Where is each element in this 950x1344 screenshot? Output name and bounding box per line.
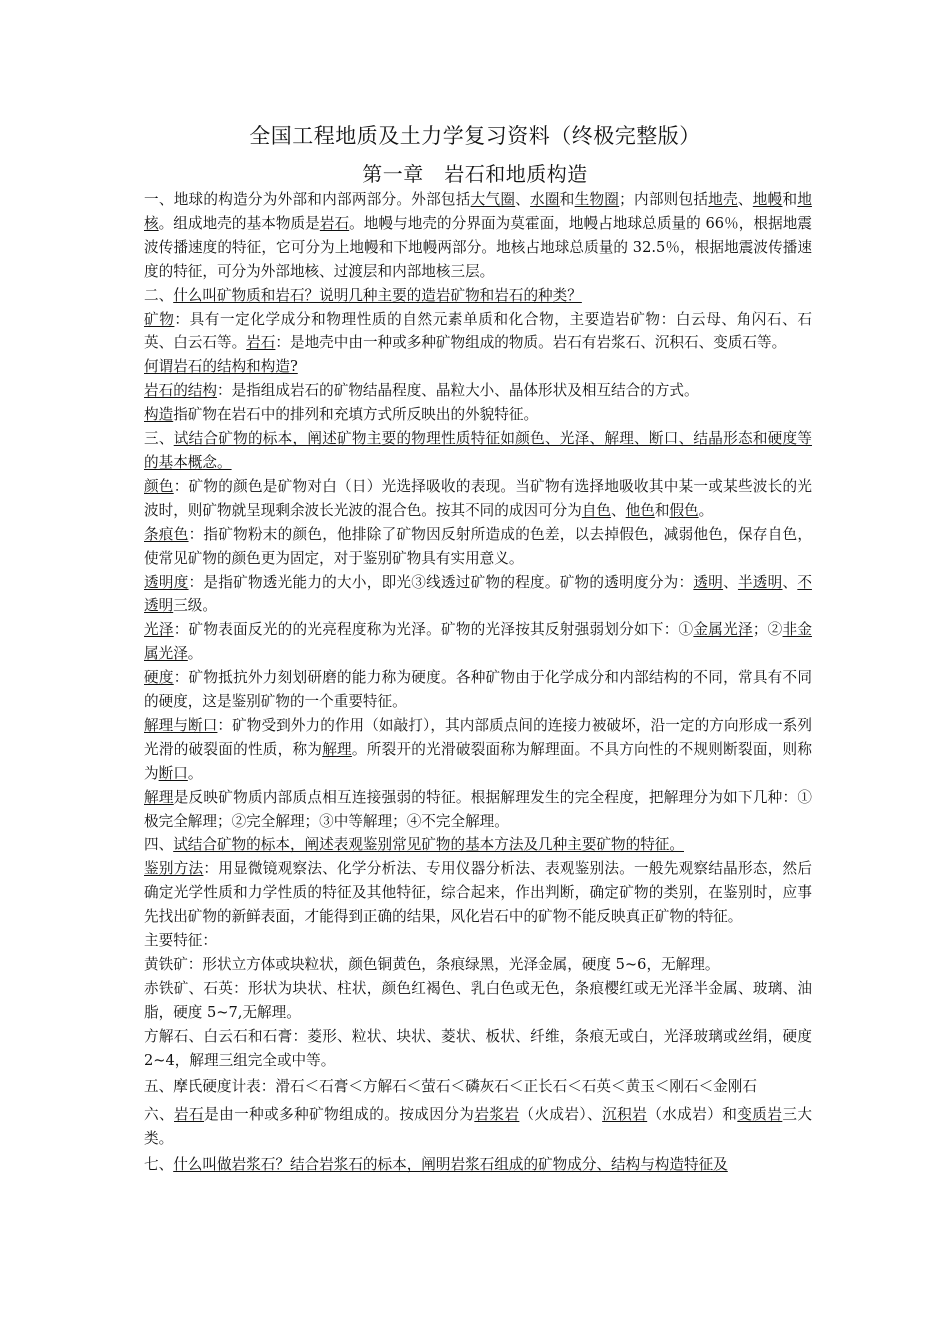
- underlined-term: 解理: [144, 788, 174, 806]
- paragraph: [144, 475, 812, 523]
- underlined-term: 透明度: [144, 573, 189, 591]
- paragraph: [144, 355, 812, 379]
- text-run: 。: [698, 501, 714, 519]
- underlined-term: 生物圈: [574, 191, 620, 208]
- paragraph: [144, 833, 812, 857]
- underlined-term: 岩石: [246, 334, 276, 352]
- underlined-term: 鉴别方法: [144, 860, 204, 878]
- paragraph: [144, 857, 812, 929]
- text-run: 指矿物在岩石中的排列和充填方式所反映出的外貌特征。: [173, 406, 539, 424]
- paragraph: [144, 571, 812, 619]
- text-run: 和: [782, 191, 798, 208]
- paragraph: [144, 618, 812, 666]
- text-run: 黄铁矿：形状立方体或块粒状，颜色铜黄色，条痕绿黑，光泽金属，硬度 5~6，无解理。: [144, 956, 720, 973]
- text-run: 、: [737, 191, 753, 208]
- paragraph: [144, 403, 812, 427]
- underlined-term: 水圈: [530, 191, 560, 208]
- underlined-term: 地壳: [708, 191, 738, 208]
- paragraph: [144, 1075, 812, 1099]
- paragraph: [144, 308, 812, 356]
- document-body: [144, 188, 812, 1177]
- paragraph: [144, 379, 812, 403]
- text-run: 和: [654, 501, 670, 519]
- text-run: 主要特征：: [144, 932, 217, 950]
- underlined-term: 矿物: [144, 310, 175, 328]
- text-run: 。地幔与地壳的分界面为莫霍面，地幔占地球总质量的 66％，根据地震波传播速度的特征，它可分为上地幔和下地幔两部分。地核占地球总质量的 32.5％，根据地震波传播速度的特征，可分为外部地核、过渡层和内部地核三层。: [144, 214, 812, 280]
- text-run: 方解石、白云石和石膏：菱形、粒状、块状、菱状、板状、纤维，条痕无或白，光泽玻璃或丝绢，硬度 2~4，解理三组完全或中等。: [144, 1027, 812, 1069]
- text-run: 三级。: [173, 597, 217, 615]
- text-run: 四、: [144, 836, 174, 854]
- text-run: 五、摩氏硬度计表：滑石＜石膏＜方解石＜萤石＜磷灰石＜正长石＜石英＜黄玉＜刚石＜金刚石: [144, 1077, 757, 1095]
- underlined-term: 金属光泽: [693, 621, 753, 639]
- underlined-term: 岩石: [319, 214, 350, 232]
- text-run: 三大类。: [144, 1106, 812, 1148]
- underlined-term: 解理: [322, 740, 352, 758]
- underlined-term: 何谓岩石的结构和构造?: [144, 358, 298, 376]
- text-run: 是反映矿物质内部质点相互连接强弱的特征。根据解理发生的完全程度，把解理分为如下几种：①极完全解理；②完全解理；③中等解理；④不完全解理。: [144, 788, 812, 830]
- underlined-term: 假色: [669, 501, 699, 519]
- text-run: ：指矿物粉末的颜色，他排除了矿物因反射所造成的色差，以去掉假色，减弱他色，保存自色，使常见矿物的颜色更为固定，对于鉴别矿物具有实用意义。: [144, 525, 812, 567]
- text-run: （水成岩）和: [647, 1106, 738, 1124]
- text-run: 、: [515, 191, 531, 208]
- text-run: 和: [559, 191, 575, 208]
- underlined-term: 岩石的结构: [144, 382, 217, 400]
- text-run: 赤铁矿、石英：形状为块状、柱状，颜色红褐色、乳白色或无色，条痕樱红或无光泽半金属、玻璃、油脂，硬度 5~7,无解理。: [144, 979, 812, 1021]
- paragraph: [144, 284, 812, 308]
- underlined-term: 半透明: [737, 573, 783, 591]
- text-run: 。: [187, 764, 203, 782]
- underlined-term: 地幔: [752, 191, 783, 208]
- underlined-term: 大气圈: [470, 191, 516, 208]
- paragraph: [144, 1153, 812, 1177]
- chapter-title: 第一章 岩石和地质构造: [362, 162, 588, 186]
- underlined-term: 什么叫做岩浆石？结合岩浆石的标本，阐明岩浆石组成的矿物成分、结构与构造特征及: [173, 1156, 728, 1174]
- text-run: ：用显微镜观察法、化学分析法、专用仪器分析法、表观鉴别法。一般先观察结晶形态，然后确定光学性质和力学性质的特征及其他特征，综合起来，作出判断，确定矿物的类别，在鉴别时，应事先找出矿物的新鲜表面，才能得到正确的结果，风化岩石中的矿物不能反映真正矿物的特征。: [144, 860, 812, 926]
- document-title: 全国工程地质及土力学复习资料（终极完整版）: [249, 124, 701, 148]
- text-run: 。: [187, 645, 203, 663]
- text-run: 七、: [144, 1156, 174, 1174]
- underlined-term: 条痕色: [144, 525, 189, 543]
- text-run: ：矿物抵抗外力刻划研磨的能力称为硬度。各种矿物由于化学成分和内部结构的不同，常具有不同的硬度，这是鉴别矿物的一个重要特征。: [144, 669, 812, 711]
- text-run: 、: [611, 501, 626, 519]
- text-run: 是由一种或多种矿物组成的。按成因分为: [204, 1106, 475, 1124]
- underlined-term: 变质岩: [737, 1106, 783, 1124]
- text-run: ：是地壳中由一种或多种矿物组成的物质。岩石有岩浆石、沉积石、变质石等。: [275, 334, 787, 352]
- underlined-term: 试结合矿物的标本，阐述矿物主要的物理性质特征如颜色、光泽、解理、断口、结晶形态和硬度等的基本概念。: [144, 430, 812, 471]
- paragraph: [144, 666, 812, 714]
- paragraph: [144, 523, 812, 571]
- text-run: 三、: [144, 430, 174, 448]
- text-run: 。所裂开的光滑破裂面称为解理面。不具方向性的不规则断裂面，则称为: [144, 740, 812, 782]
- text-run: ：矿物受到外力的作用（如敲打），其内部质点间的连接力被破坏，沿一定的方向形成一系列光滑的破裂面的性质，称为: [144, 716, 812, 758]
- underlined-term: 非金属光泽: [144, 621, 812, 663]
- paragraph: [144, 977, 812, 1025]
- text-run: 一、地球的构造分为外部和内部两部分。外部包括: [144, 191, 471, 208]
- underlined-term: 硬度: [144, 669, 174, 687]
- underlined-term: 沉积岩: [602, 1106, 648, 1124]
- text-run: 、: [723, 573, 738, 591]
- underlined-term: 地核: [144, 191, 812, 232]
- text-run: （火成岩）、: [519, 1106, 603, 1124]
- underlined-term: 自色: [581, 501, 612, 519]
- underlined-term: 构造: [144, 406, 174, 424]
- paragraph: [144, 786, 812, 834]
- underlined-term: 他色: [625, 501, 655, 519]
- text-run: ；②: [752, 621, 783, 639]
- paragraph: [144, 953, 812, 977]
- paragraph: [144, 188, 812, 284]
- text-run: ：具有一定化学成分和物理性质的自然元素单质和化合物，主要造岩矿物：白云母、角闪石、石英、白云石等。: [144, 310, 812, 352]
- underlined-term: 光泽: [144, 621, 174, 639]
- underlined-term: 试结合矿物的标本，阐述表观鉴别常见矿物的基本方法及几种主要矿物的特征。: [173, 836, 684, 854]
- text-run: ：矿物表面反光的的光亮程度称为光泽。矿物的光泽按其反射强弱划分如下：①: [173, 621, 694, 639]
- underlined-term: 不透明: [144, 573, 812, 615]
- underlined-term: 岩石: [174, 1106, 205, 1124]
- paragraph: [144, 714, 812, 786]
- paragraph: [144, 929, 812, 953]
- underlined-term: 透明: [693, 573, 724, 591]
- underlined-term: 解理与断口: [144, 716, 218, 734]
- underlined-term: 什么叫矿物质和岩石？说明几种主要的造岩矿物和岩石的种类？: [173, 286, 582, 304]
- text-run: ：矿物的颜色是矿物对白（日）光选择吸收的表现。当矿物有选择地吸收其中某一或某些波长的光波时，则矿物就呈现剩余波长光波的混合色。按其不同的成因可分为: [144, 477, 812, 519]
- underlined-term: 颜色: [144, 477, 174, 495]
- text-run: 六、: [144, 1106, 175, 1124]
- paragraph: [144, 1103, 812, 1151]
- paragraph: [144, 1025, 812, 1073]
- text-run: ；内部则包括: [619, 191, 709, 208]
- underlined-term: 断口: [158, 764, 188, 782]
- text-run: 二、: [144, 286, 174, 304]
- paragraph: [144, 427, 812, 475]
- text-run: ：是指矿物透光能力的大小，即光③线透过矿物的程度。矿物的透明度分为：: [188, 573, 694, 591]
- text-run: 。组成地壳的基本物质是: [158, 214, 320, 232]
- underlined-term: 岩浆岩: [474, 1106, 520, 1124]
- text-run: ：是指组成岩石的矿物结晶程度、晶粒大小、晶体形状及相互结合的方式。: [216, 382, 699, 400]
- text-run: 、: [782, 573, 798, 591]
